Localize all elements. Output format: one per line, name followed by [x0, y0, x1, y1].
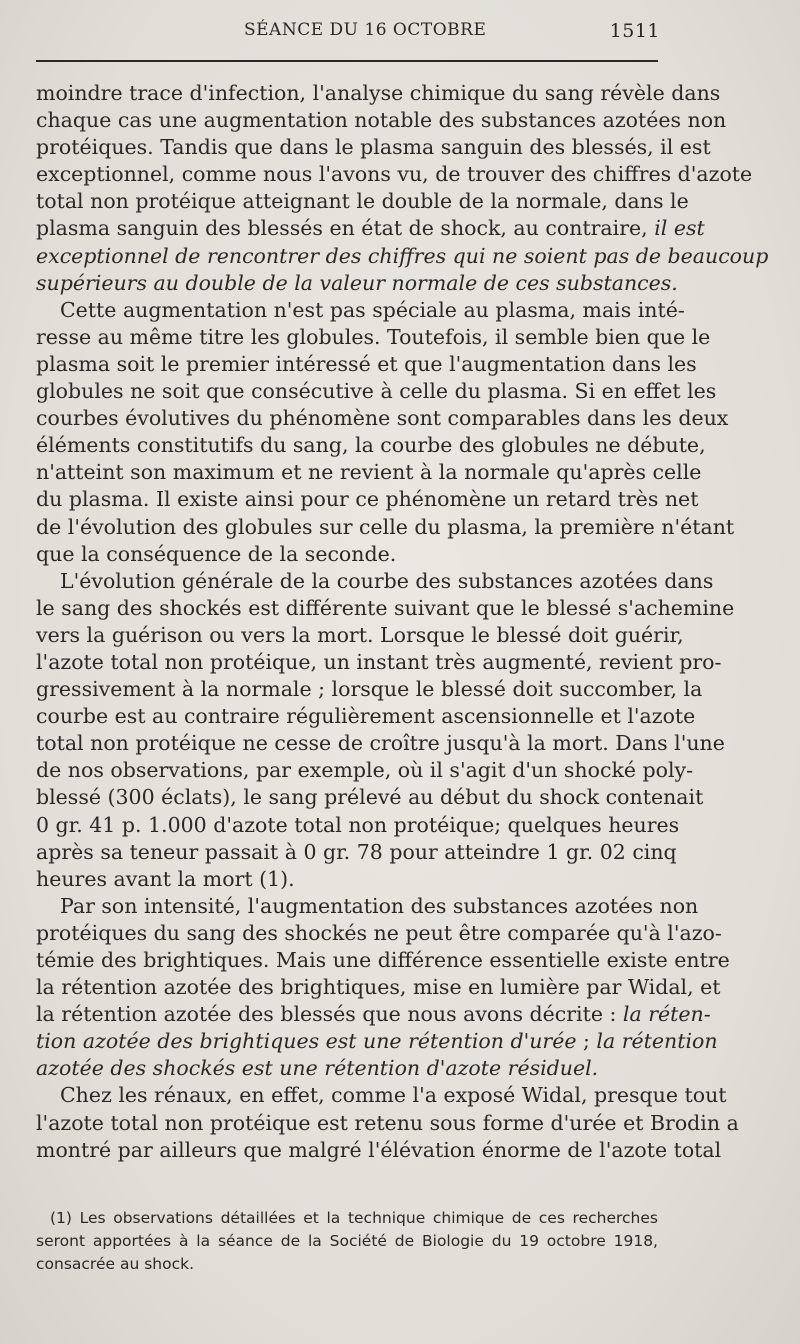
text-line — [36, 730, 725, 757]
text-run: de nos observations, par exemple, où il s'agit d'un shocké poly- — [36, 758, 694, 783]
text-line — [36, 107, 727, 134]
text-line — [36, 757, 694, 784]
text-line — [36, 243, 769, 270]
text-line — [36, 595, 735, 622]
italic-text: la rétention — [596, 1029, 718, 1054]
text-run: chaque cas une augmentation notable des substances azotées non — [36, 108, 727, 133]
text-run: après sa teneur passait à 0 gr. 78 pour atteindre 1 gr. 02 cinq — [36, 839, 677, 864]
text-run: Chez les rénaux, en effet, comme l'a exposé Widal, presque tout — [60, 1083, 727, 1108]
text-run: resse au même titre les globules. Toutefois, il semble bien que le — [36, 324, 711, 349]
text-run: 0 gr. 41 p. 1.000 d'azote total non protéique; quelques heures — [36, 812, 680, 837]
text-line — [36, 459, 702, 486]
text-line — [36, 622, 684, 649]
text-run: l'azote total non protéique est retenu sous forme d'urée et Brodin a — [36, 1110, 739, 1135]
italic-text: supérieurs au double de la valeur normale de ces substances. — [36, 270, 678, 295]
text-run: Par son intensité, l'augmentation des substances azotées non — [60, 893, 699, 918]
text-line — [36, 134, 711, 161]
text-run: l'azote total non protéique, un instant très augmenté, revient pro- — [36, 649, 722, 674]
header-title: SÉANCE DU 16 OCTOBRE — [244, 20, 487, 40]
text-run: (1) Les observations détaillées et la technique chimique de ces recherches — [50, 1209, 658, 1227]
text-line — [36, 812, 680, 839]
text-run: Cette augmentation n'est pas spéciale au plasma, mais inté- — [60, 297, 685, 322]
italic-text: il est — [647, 216, 705, 241]
text-run: moindre trace d'infection, l'analyse chimique du sang révèle dans — [36, 81, 721, 105]
text-line — [36, 784, 704, 811]
text-run: seront apportées à la séance de la Société de Biologie du 19 octobre 1918, — [36, 1232, 658, 1250]
text-line — [36, 324, 711, 351]
text-line — [36, 866, 658, 893]
text-run: globules ne soit que consécutive à celle du plasma. Si en effet les — [36, 379, 717, 404]
text-run: la rétention azotée des brightiques, mise en lumière par Widal, et — [36, 975, 721, 1000]
text-line — [36, 432, 706, 459]
text-run: n'atteint son maximum et ne revient à la normale qu'après celle — [36, 460, 702, 485]
italic-text: la réten- — [616, 1002, 711, 1027]
text-line — [36, 1001, 711, 1028]
text-line — [36, 486, 699, 513]
text-run: protéiques. Tandis que dans le plasma sanguin des blessés, il est — [36, 135, 711, 160]
text-line — [36, 80, 721, 107]
text-run: total non protéique ne cesse de croître jusqu'à la mort. Dans l'une — [36, 731, 725, 756]
text-run: courbes évolutives du phénomène sont comparables dans les deux — [36, 406, 729, 431]
header-rule — [36, 60, 658, 62]
text-line — [36, 161, 753, 188]
italic-text: tion azotée des brightiques est une rétention d'urée — [36, 1029, 577, 1054]
text-line — [36, 1110, 739, 1137]
text-run: courbe est au contraire régulièrement ascensionnelle et l'azote — [36, 704, 696, 729]
text-line — [36, 568, 714, 595]
text-line — [36, 893, 699, 920]
text-line — [36, 1028, 718, 1055]
text-line — [36, 378, 717, 405]
text-run: la rétention azotée des blessés que nous avons décrite : — [36, 1002, 617, 1027]
text-run: blessé (300 éclats), le sang prélevé au début du shock contenait — [36, 785, 704, 810]
text-run: vers la guérison ou vers la mort. Lorsque le blessé doit guérir, — [36, 622, 684, 647]
footnote-line — [36, 1253, 658, 1276]
text-run: du plasma. Il existe ainsi pour ce phénomène un retard très net — [36, 487, 699, 512]
text-line — [36, 215, 705, 242]
text-run: consacrée au shock. — [36, 1255, 195, 1273]
text-line — [36, 351, 697, 378]
italic-text: exceptionnel de rencontrer des chiffres qui ne soient pas de beaucoup — [36, 243, 769, 268]
text-run: le sang des shockés est différente suivant que le blessé s'achemine — [36, 595, 735, 620]
footnote-line — [36, 1230, 658, 1253]
text-line — [36, 839, 677, 866]
text-line — [36, 270, 678, 297]
text-line — [36, 676, 703, 703]
text-line — [36, 1137, 722, 1164]
text-run: heures avant la mort (1). — [36, 866, 295, 891]
text-run: L'évolution générale de la courbe des substances azotées dans — [60, 568, 714, 593]
text-line — [36, 947, 730, 974]
text-line — [36, 703, 696, 730]
text-run: que la conséquence de la seconde. — [36, 541, 397, 566]
page-number: 1511 — [609, 20, 660, 42]
text-run: montré par ailleurs que malgré l'élévation énorme de l'azote total — [36, 1137, 722, 1162]
text-run: total non protéique atteignant le double de la normale, dans le — [36, 189, 689, 214]
text-line — [36, 514, 735, 541]
text-line — [36, 541, 658, 568]
text-line — [36, 649, 722, 676]
body-text — [36, 80, 769, 1164]
italic-text: azotée des shockés est une rétention d'azote résiduel. — [36, 1056, 599, 1081]
text-line — [36, 1082, 727, 1109]
text-run: exceptionnel, comme nous l'avons vu, de trouver des chiffres d'azote — [36, 162, 753, 187]
text-line — [36, 188, 689, 215]
text-run: ; — [576, 1029, 597, 1054]
text-run: témie des brightiques. Mais une différence essentielle existe entre — [36, 948, 730, 972]
running-header — [36, 20, 660, 46]
text-run: protéiques du sang des shockés ne peut être comparée qu'à l'azo- — [36, 920, 722, 945]
footnote — [36, 1207, 658, 1276]
text-line — [36, 920, 722, 947]
text-run: de l'évolution des globules sur celle du plasma, la première n'étant — [36, 514, 735, 539]
text-line — [36, 974, 721, 1001]
text-line — [36, 405, 729, 432]
text-line — [36, 297, 685, 324]
footnote-line — [36, 1207, 658, 1230]
text-line — [36, 1055, 658, 1082]
text-run: éléments constitutifs du sang, la courbe des globules ne débute, — [36, 433, 706, 458]
text-run: plasma soit le premier intéressé et que l'augmentation dans les — [36, 351, 697, 376]
text-run: plasma sanguin des blessés en état de shock, au contraire, — [36, 216, 648, 241]
text-run: gressivement à la normale ; lorsque le blessé doit succomber, la — [36, 677, 703, 702]
